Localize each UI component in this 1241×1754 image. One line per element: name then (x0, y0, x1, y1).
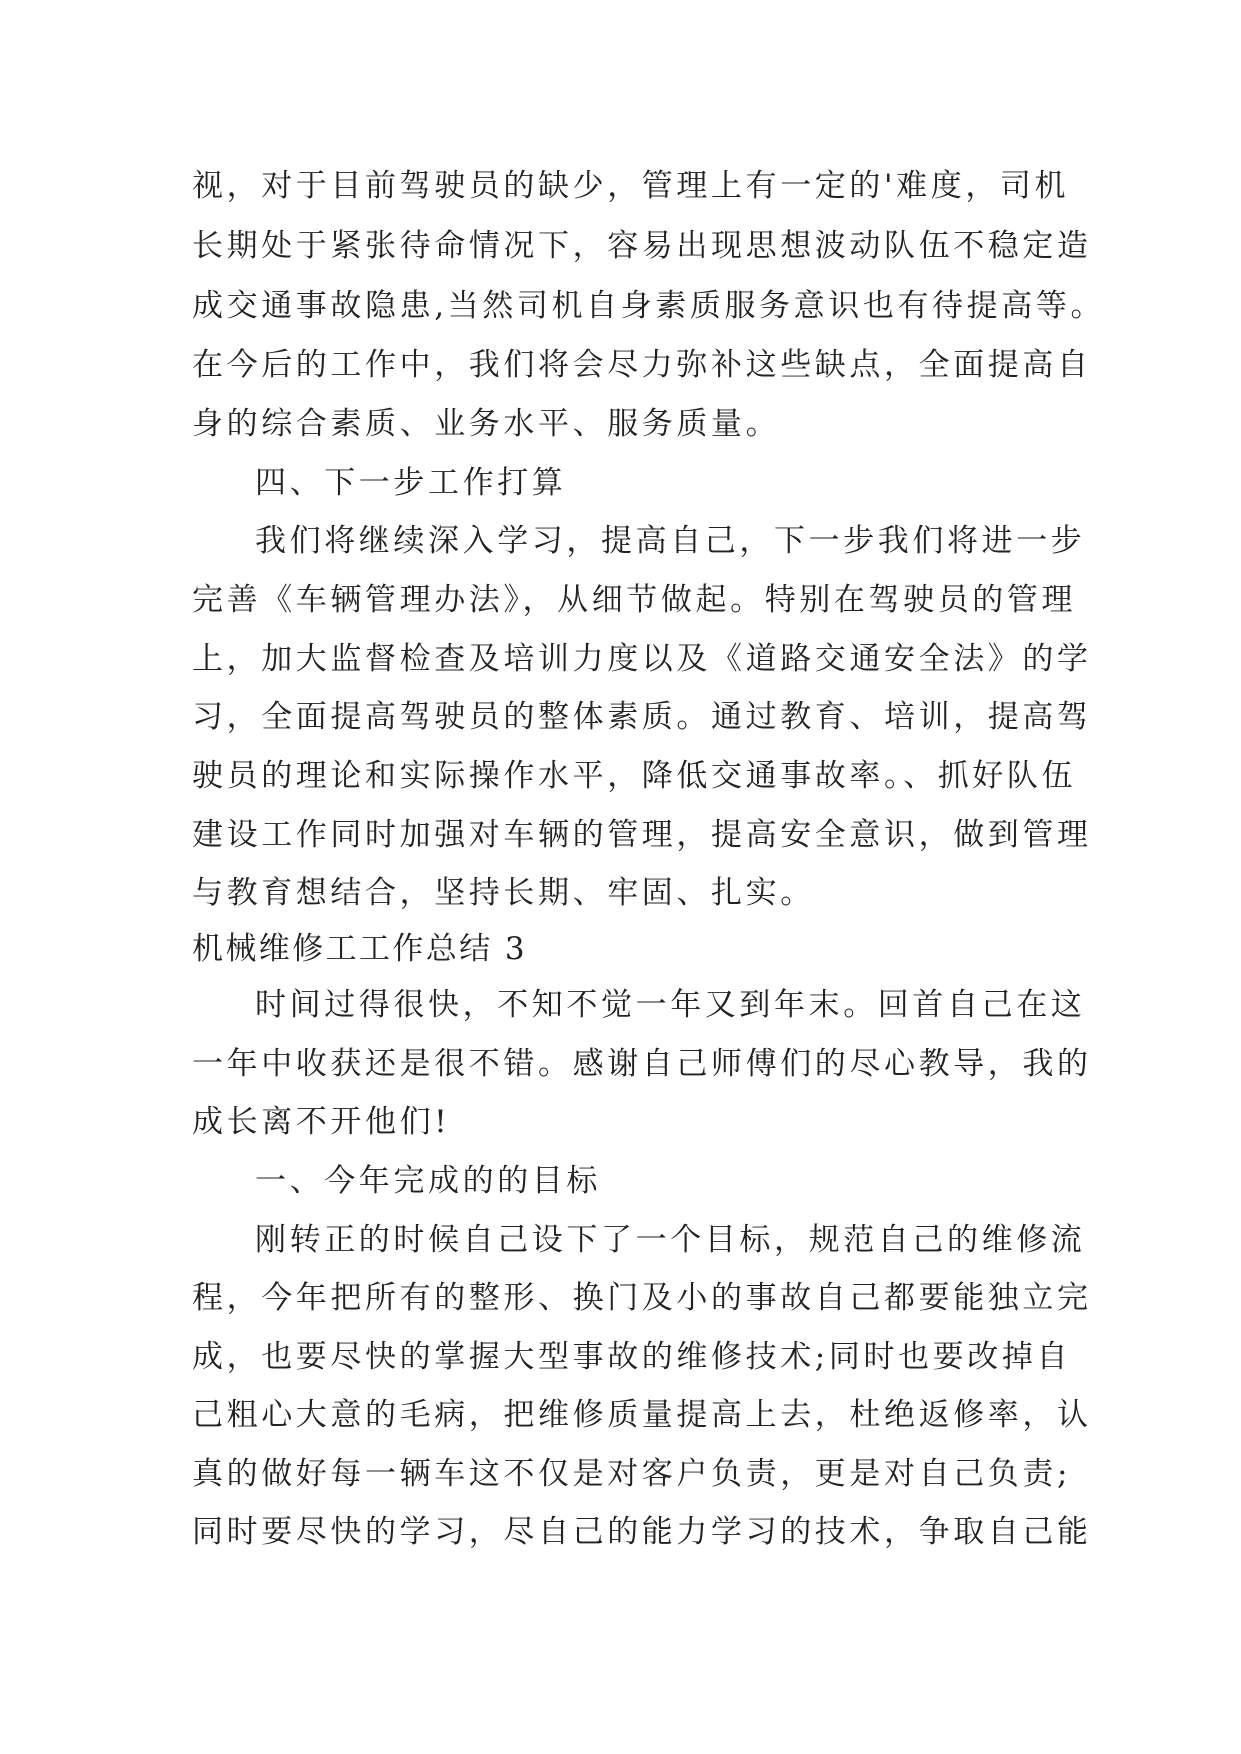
text-line: 刚转正的时候自己设下了一个目标，规范自己的维修流 (255, 1222, 1086, 1258)
text-line: 成长离不开他们! (192, 1104, 451, 1140)
text-line: 程，今年把所有的整形、换门及小的事故自己都要能独立完 (192, 1280, 1092, 1316)
text-line: 驶员的理论和实际操作水平，降低交通事故率。、抓好队伍 (192, 758, 1077, 794)
text-line: 成交通事故隐患,当然司机自身素质服务意识也有待提高等。 (192, 288, 1106, 324)
article-title: 机械维修工工作总结 3 (192, 931, 527, 967)
text-line: 身的综合素质、业务水平、服务质量。 (192, 406, 781, 442)
text-line: 上，加大监督检查及培训力度以及《道路交通安全法》的学 (192, 641, 1092, 677)
text-line: 同时要尽快的学习，尽自己的能力学习的技术，争取自己能 (192, 1514, 1092, 1550)
text-line: 视，对于目前驾驶员的缺少，管理上有一定的'难度，司机 (192, 168, 1070, 204)
text-line: 己粗心大意的毛病，把维修质量提高上去，杜绝返修率，认 (192, 1397, 1092, 1433)
text-line: 时间过得很快，不知不觉一年又到年末。回首自己在这 (255, 987, 1086, 1023)
text-line: 长期处于紧张待命情况下，容易出现思想波动队伍不稳定造 (192, 228, 1092, 264)
text-line: 建设工作同时加强对车辆的管理，提高安全意识，做到管理 (192, 817, 1092, 853)
section-heading: 一、今年完成的的目标 (255, 1163, 601, 1199)
text-line: 习，全面提高驾驶员的整体素质。通过教育、培训，提高驾 (192, 699, 1092, 735)
text-line: 一年中收获还是很不错。感谢自己师傅们的尽心教导，我的 (192, 1046, 1092, 1082)
text-line: 我们将继续深入学习，提高自己，下一步我们将进一步 (255, 523, 1086, 559)
text-line: 真的做好每一辆车这不仅是对客户负责，更是对自己负责; (192, 1456, 1072, 1492)
text-line: 成，也要尽快的掌握大型事故的维修技术;同时也要改掉自 (192, 1339, 1072, 1375)
text-line: 完善《车辆管理办法》，从细节做起。特别在驾驶员的管理 (192, 582, 1077, 618)
section-heading: 四、下一步工作打算 (255, 465, 567, 501)
text-line: 与教育想结合，坚持长期、牢固、扎实。 (192, 875, 815, 911)
text-line: 在今后的工作中，我们将会尽力弥补这些缺点，全面提高自 (192, 347, 1092, 383)
